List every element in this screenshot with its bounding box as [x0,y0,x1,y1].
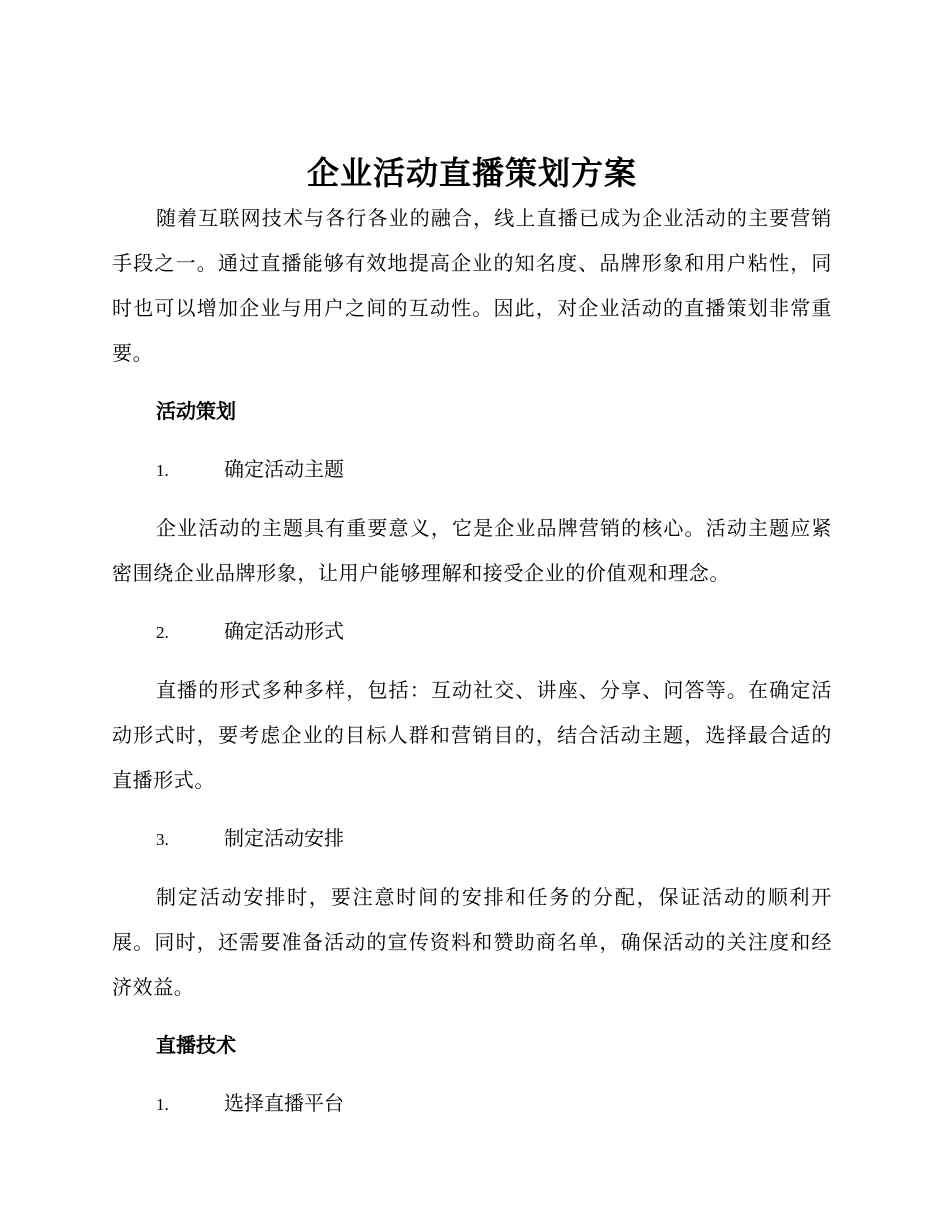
body-paragraph: 制定活动安排时，要注意时间的安排和任务的分配，保证活动的顺利开展。同时，还需要准备活动的宣传资料和赞助商名单，确保活动的关注度和经济效益。 [112,885,832,999]
intro-paragraph: 随着互联网技术与各行各业的融合，线上直播已成为企业活动的主要营销手段之一。通过直播能够有效地提高企业的知名度、品牌形象和用户粘性，同时也可以增加企业与用户之间的互动性。因此，对企业活动的直播策划非常重要。 [112,206,832,365]
list-number: 2. [156,623,169,642]
spacer [112,596,832,609]
body-paragraph: 企业活动的主题具有重要意义，它是企业品牌营销的核心。活动主题应紧密围绕企业品牌形象，让用户能够理解和接受企业的价值观和理念。 [112,516,832,585]
document-title: 企业活动直播策划方案 [306,154,637,192]
list-item-title: 确定活动形式 [224,619,344,643]
spacer [112,1068,832,1081]
list-item [112,609,832,655]
list-number: 3. [156,830,169,849]
spacer [112,655,832,668]
section-heading-technology: 直播技术 [156,1033,236,1057]
spacer [112,862,832,875]
body-paragraph: 直播的形式多种多样，包括：互动社交、讲座、分享、问答等。在确定活动形式时，要考虑企业的目标人群和营销目的，结合活动主题，选择最合适的直播形式。 [112,678,832,792]
list-item [112,816,832,862]
list-number: 1. [156,461,169,480]
list-item-title: 制定活动安排 [224,826,344,850]
spacer [112,376,832,389]
list-number: 1. [156,1095,169,1114]
list-item [112,1081,832,1127]
spacer [112,493,832,506]
list-item [112,447,832,493]
spacer [112,1010,832,1023]
section-heading-planning: 活动策划 [156,399,236,423]
spacer [112,434,832,447]
spacer [112,803,832,816]
document-page [112,150,832,1127]
list-item-title: 确定活动主题 [224,457,344,481]
list-item-title: 选择直播平台 [224,1091,344,1115]
